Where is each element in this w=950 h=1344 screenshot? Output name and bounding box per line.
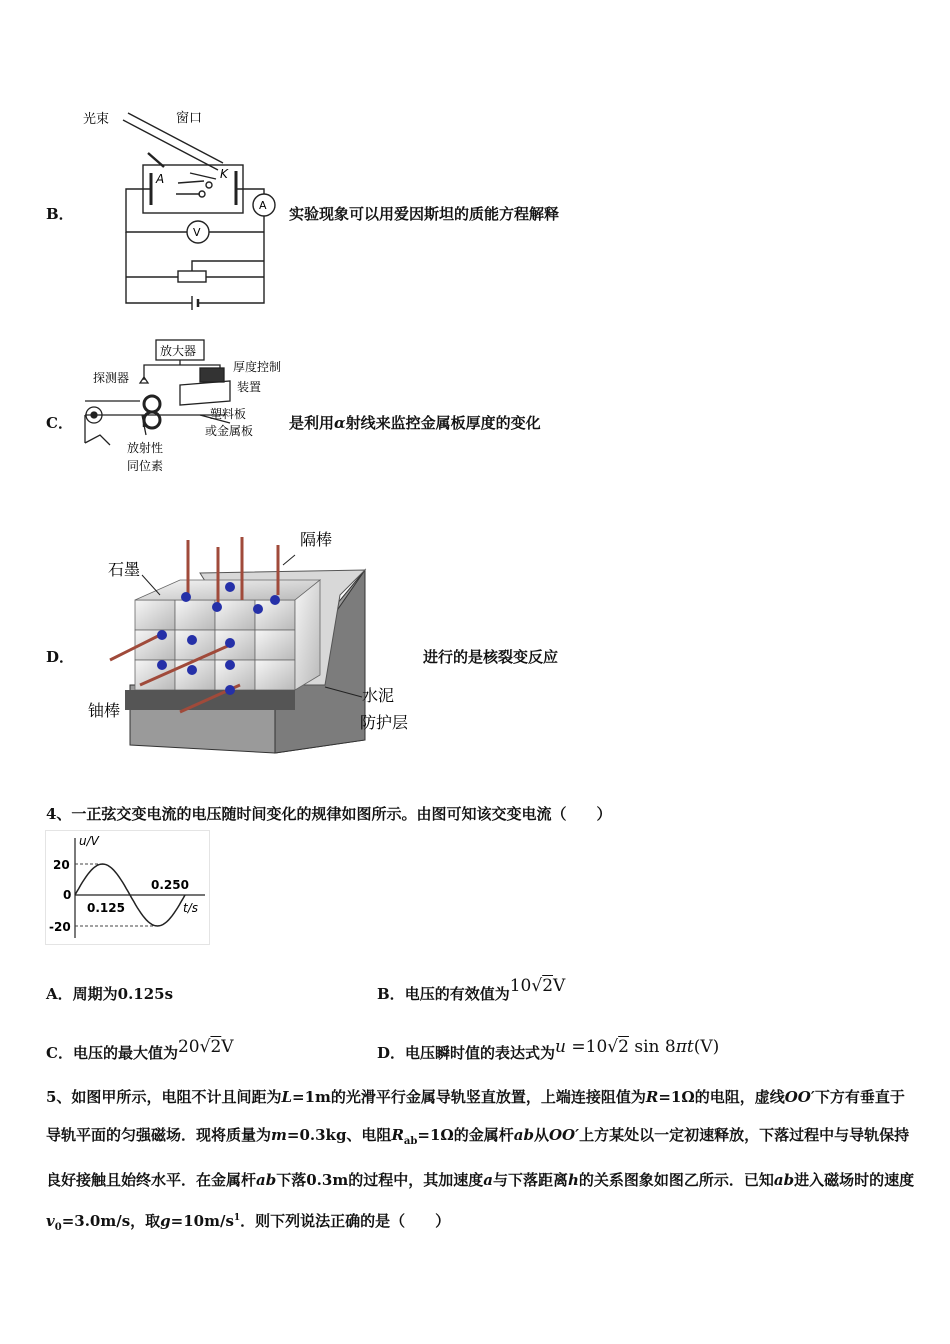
fig-c-source1-label: 放射性 xyxy=(127,441,164,455)
q4-option-d: D．电压瞬时值的表达式为u =10√2 sin 8πt(V) xyxy=(377,1037,720,1062)
option-b-label: B． xyxy=(46,205,74,223)
fig-d-graphite-label: 石墨 xyxy=(108,560,141,579)
thickness-gauge-figure xyxy=(80,335,290,480)
fig-b-voltmeter-label: V xyxy=(193,226,201,239)
q4-option-a: A．周期为0.125s xyxy=(46,985,174,1003)
q4-option-b: B．电压的有效值为10√2V xyxy=(377,976,566,1003)
x-tick-mid: 0.125 xyxy=(87,901,125,915)
q4-voltage-chart xyxy=(45,830,210,945)
fig-c-source2-label: 同位素 xyxy=(127,459,164,473)
option-d-text: 进行的是核裂变反应 xyxy=(423,648,559,666)
fig-d-cement2-label: 防护层 xyxy=(360,713,409,732)
option-d-label: D． xyxy=(46,648,75,666)
fig-d-rod-label: 隔棒 xyxy=(300,530,333,549)
y-tick-top: 20 xyxy=(53,858,70,872)
photoelectric-circuit-figure xyxy=(78,105,288,310)
fig-c-plate2-label: 或金属板 xyxy=(205,424,254,438)
q4-c-expression: 20√2V xyxy=(177,1037,234,1057)
fig-b-window-label: 窗口 xyxy=(176,111,203,126)
fig-b-cathode-label: K xyxy=(220,167,228,181)
q4-d-expression: u =10√2 sin 8πt(V) xyxy=(555,1037,720,1057)
fig-c-amplifier-label: 放大器 xyxy=(160,344,197,358)
alpha-symbol: α xyxy=(334,414,346,432)
option-c-text: 是利用α射线来监控金属板厚度的变化 xyxy=(289,414,541,432)
q4-b-expression: 10√2V xyxy=(509,976,566,996)
q5-stem: 5、如图甲所示，电阻不计且间距为L=1m的光滑平行金属导轨竖直放置，上端连接阻值为R=1Ω的电阻，虚线OO′下方有垂直于导轨平面的匀强磁场．现将质量为m=0.3kg、电阻$R_{ab}=1\Omega$的金属杆ab从OO′上方某处以一定初速释放，下落过程中与导轨保持良好接触且始终水平．在金属杆ab下落0.3m的过程中，其加速度a与下落距离h的关系图象如图乙所示．已知ab进入磁场时的速度$v_0=3.0m/s$，取$g=10m/s^1$．则下列说法正确的是（ ） xyxy=(46,1088,915,1233)
nuclear-reactor-figure xyxy=(80,525,425,760)
option-b-text: 实验现象可以用爱因斯坦的质能方程解释 xyxy=(289,205,560,223)
option-c-label: C． xyxy=(46,414,73,432)
fig-c-device-label: 装置 xyxy=(237,380,262,394)
fig-c-plate1-label: 塑料板 xyxy=(210,407,247,421)
y-axis-label: u/V xyxy=(79,834,99,848)
fig-d-cement1-label: 水泥 xyxy=(362,686,395,705)
y-tick-zero: 0 xyxy=(63,888,72,902)
fig-b-ammeter-label: A xyxy=(259,199,267,212)
y-tick-bottom: -20 xyxy=(49,920,71,934)
fig-c-detector-label: 探测器 xyxy=(93,371,130,385)
x-tick-end: 0.250 xyxy=(151,878,189,892)
x-axis-label: t/s xyxy=(183,901,198,915)
fig-b-anode-label: A xyxy=(156,172,165,186)
q4-option-c: C．电压的最大值为20√2V xyxy=(46,1037,234,1062)
fig-b-light-label: 光束 xyxy=(83,112,110,127)
fig-c-thickness-label: 厚度控制 xyxy=(233,360,282,374)
q4-stem: 4、一正弦交变电流的电压随时间变化的规律如图所示。由图可知该交变电流（ ） xyxy=(46,805,612,823)
fig-d-uranium-label: 铀棒 xyxy=(88,701,121,720)
